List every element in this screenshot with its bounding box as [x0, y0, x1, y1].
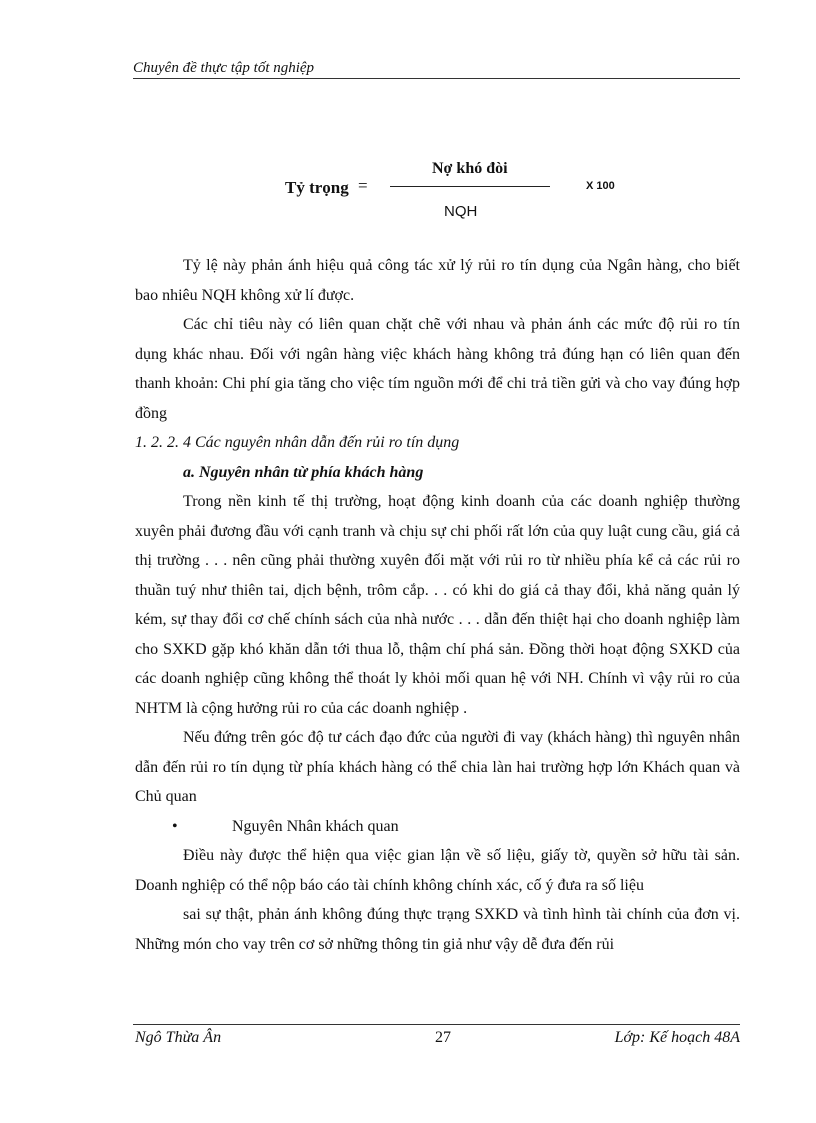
document-body	[135, 251, 740, 959]
paragraph-1: Tỷ lệ này phản ánh hiệu quả công tác xử lý rủi ro tín dụng của Ngân hàng, cho biết bao nhiêu NQH không xử lí được.	[135, 257, 740, 304]
formula-numerator: Nợ khó đòi	[432, 160, 508, 177]
formula-multiplier: X 100	[586, 180, 615, 192]
footer-class: Lớp: Kế hoạch 48A	[614, 1029, 740, 1046]
page-footer	[133, 1024, 740, 1051]
formula-denominator: NQH	[444, 203, 478, 220]
paragraph-2: Các chỉ tiêu này có liên quan chặt chẽ với nhau và phản ánh các mức độ rủi ro tín dụng khác nhau. Đối với ngân hàng việc khách hàng không trả đúng hạn có liên quan đến thanh khoản: Chi phí gia tăng cho việc tím nguồn mới để chi trả tiền gửi và cho vay đúng hợp đồng	[135, 316, 740, 422]
formula-equals: =	[358, 176, 368, 195]
bullet-item	[135, 812, 740, 842]
paragraph-3: Trong nền kinh tế thị trường, hoạt động kinh doanh của các doanh nghiệp thường xuyên phải đương đầu với cạnh tranh và chịu sự chi phối rất lớn của quy luật cung cầu, giá cả thị trường . . . nên cũng phải thường xuyên đối mặt với rủi ro từ nhiều phía kể cả các rủi ro thuần tuý như thiên tai, dịch bệnh, trôm cắp. . . có khi do giá cả thay đổi, khả năng quản lý kém, sự thay đổi cơ chế chính sách của nhà nước . . . dẫn đến thiệt hại cho doanh nghiệp làm cho SXKD gặp khó khăn dẫn tới thua lỗ, thậm chí phá sản. Đồng thời hoạt động SXKD của các doanh nghiệp cũng không thể thoát ly khỏi mối quan hệ với NH. Chính vì vậy rủi ro của NHTM là cộng hưởng rủi ro của các doanh nghiệp .	[135, 493, 740, 717]
bullet-icon: •	[172, 817, 178, 835]
header-title: Chuyên đề thực tập tốt nghiệp	[133, 60, 315, 76]
formula	[0, 150, 816, 230]
page-header	[133, 58, 740, 79]
subsection-heading: a. Nguyên nhân từ phía khách hàng	[183, 463, 424, 481]
paragraph-6: sai sự thật, phản ánh không đúng thực trạng SXKD và tình hình tài chính của đơn vị. Những món cho vay trên cơ sở những thông tin giả như vậy dễ đưa đến rủi	[135, 906, 740, 953]
section-heading: 1. 2. 2. 4 Các nguyên nhân dẫn đến rủi ro tín dụng	[135, 434, 460, 451]
paragraph-5: Điều này được thể hiện qua việc gian lận về số liệu, giấy tờ, quyền sở hữu tài sản. Doanh nghiệp có thể nộp báo cáo tài chính không chính xác, cố ý đưa ra số liệu	[135, 847, 740, 894]
fraction-bar	[390, 186, 550, 187]
bullet-text: Nguyên Nhân khách quan	[232, 817, 399, 835]
formula-label: Tỷ trọng	[285, 178, 349, 197]
page-number: 27	[435, 1029, 451, 1046]
paragraph-4: Nếu đứng trên góc độ tư cách đạo đức của người đi vay (khách hàng) thì nguyên nhân dẫn đến rủi ro tín dụng từ phía khách hàng có thể chia làn hai trường hợp lớn Khách quan và Chủ quan	[135, 729, 740, 805]
footer-author: Ngô Thừa Ân	[135, 1029, 222, 1046]
